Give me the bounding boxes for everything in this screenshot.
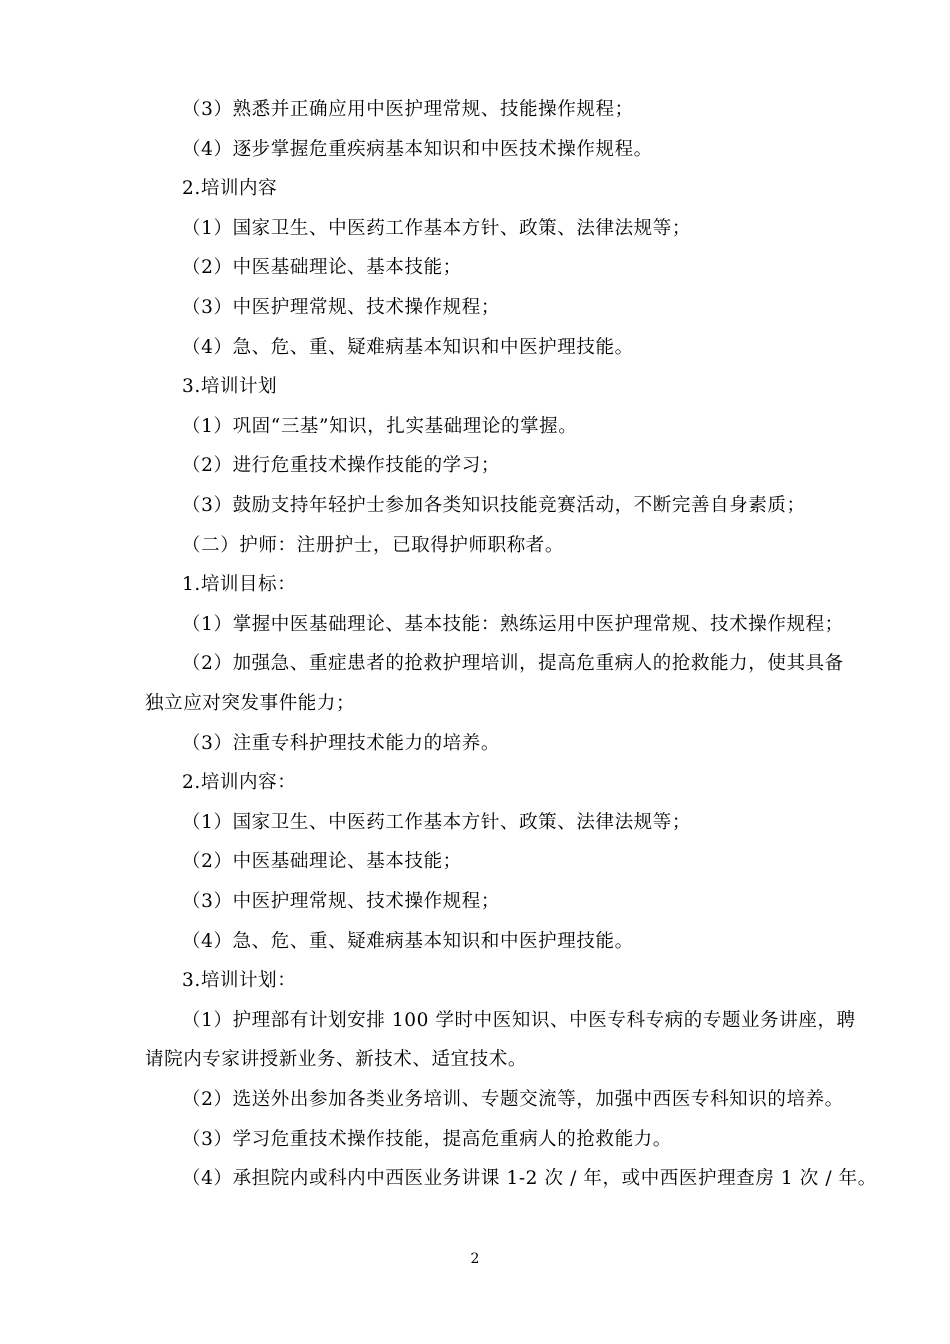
text-line: （2）选送外出参加各类业务培训、专题交流等，加强中西医专科知识的培养。: [182, 1089, 844, 1110]
text-line: （2）加强急、重症患者的抢救护理培训，提高危重病人的抢救能力，使其具备: [182, 653, 844, 674]
text-line: （1）护理部有计划安排 100 学时中医知识、中医专科专病的专题业务讲座，聘: [182, 1010, 856, 1031]
text-line: （3）鼓励支持年轻护士参加各类知识技能竞赛活动，不断完善自身素质；: [182, 495, 806, 516]
text-line: （4）急、危、重、疑难病基本知识和中医护理技能。: [182, 931, 634, 952]
text-line: （1）掌握中医基础理论、基本技能：熟练运用中医护理常规、技术操作规程；: [182, 614, 844, 635]
text-line: （3）熟悉并正确应用中医护理常规、技能操作规程；: [182, 99, 634, 120]
section-heading: 2.培训内容: [182, 178, 278, 199]
subsection-heading: （二）护师：注册护士，已取得护师职称者。: [182, 535, 565, 556]
section-heading: 3.培训计划: [182, 376, 278, 397]
text-line: （3）中医护理常规、技术操作规程；: [182, 891, 500, 912]
text-line: （4）逐步掌握危重疾病基本知识和中医技术操作规程。: [182, 139, 653, 160]
text-line: （2）中医基础理论、基本技能；: [182, 257, 462, 278]
page-number: 2: [470, 1251, 480, 1267]
text-line: （2）中医基础理论、基本技能；: [182, 851, 462, 872]
text-line: （1）国家卫生、中医药工作基本方针、政策、法律法规等；: [182, 218, 691, 239]
section-heading: 2.培训内容：: [182, 772, 297, 793]
text-line: （2）进行危重技术操作技能的学习；: [182, 455, 500, 476]
section-heading: 3.培训计划：: [182, 970, 297, 991]
text-line: （1）巩固“三基”知识，扎实基础理论的掌握。: [182, 416, 578, 437]
text-line: （3）学习危重技术操作技能，提高危重病人的抢救能力。: [182, 1129, 672, 1150]
text-line: 独立应对突发事件能力；: [145, 693, 356, 714]
text-line: （3）中医护理常规、技术操作规程；: [182, 297, 500, 318]
text-line: （3）注重专科护理技术能力的培养。: [182, 733, 500, 754]
section-heading: 1.培训目标：: [182, 574, 297, 595]
text-line: （1）国家卫生、中医药工作基本方针、政策、法律法规等；: [182, 812, 691, 833]
text-line: 请院内专家讲授新业务、新技术、适宜技术。: [145, 1049, 528, 1070]
text-line: （4）承担院内或科内中西医业务讲课 1-2 次 / 年，或中西医护理查房 1 次 / 年。: [182, 1168, 877, 1189]
text-line: （4）急、危、重、疑难病基本知识和中医护理技能。: [182, 337, 634, 358]
